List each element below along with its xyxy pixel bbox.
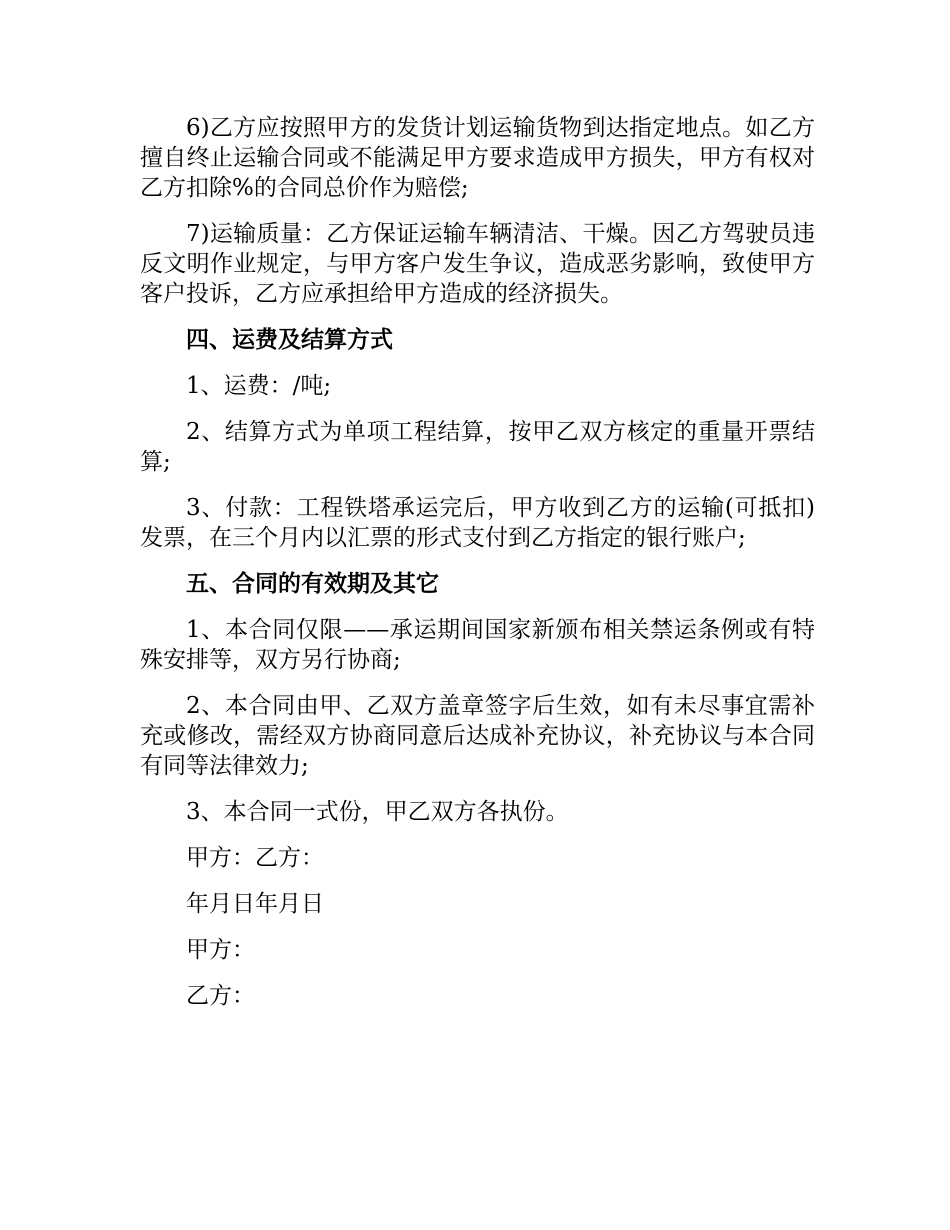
clause-6-delivery: 6)乙方应按照甲方的发货计划运输货物到达指定地点。如乙方擅自终止运输合同或不能满足甲方要求造成甲方损失，甲方有权对乙方扣除%的合同总价作为赔偿; [140,115,815,201]
signature-dates: 年月日年月日 [186,891,324,917]
clause-effect: 2、本合同由甲、乙双方盖章签字后生效，如有未尽事宜需补充或修改，需经双方协商同意后达成补充协议，补充协议与本合同有同等法律效力; [140,693,815,779]
party-b-label: 乙方： [186,983,255,1009]
section-heading-validity-other: 五、合同的有效期及其它 [186,570,439,597]
clause-payment: 3、付款：工程铁塔承运完后，甲方收到乙方的运输(可抵扣)发票，在三个月内以汇票的形式支付到乙方指定的银行账户; [140,495,815,551]
clause-copies: 3、本合同一式份，甲乙双方各执份。 [186,799,569,825]
clause-freight: 1、运费：/吨; [186,373,332,399]
clause-settlement-method: 2、结算方式为单项工程结算，按甲乙双方核定的重量开票结算; [140,419,815,475]
clause-scope: 1、本合同仅限——承运期间国家新颁布相关禁运条例或有特殊安排等，双方另行协商; [140,617,815,673]
signature-parties: 甲方：乙方： [186,845,324,871]
document-page [140,113,815,1027]
party-a-label: 甲方： [186,937,255,963]
clause-7-transport-quality: 7)运输质量：乙方保证运输车辆清洁、干燥。因乙方驾驶员违反文明作业规定，与甲方客户发生争议，造成恶劣影响，致使甲方客户投诉，乙方应承担给甲方造成的经济损失。 [140,221,815,307]
section-heading-freight-settlement: 四、运费及结算方式 [186,326,393,353]
